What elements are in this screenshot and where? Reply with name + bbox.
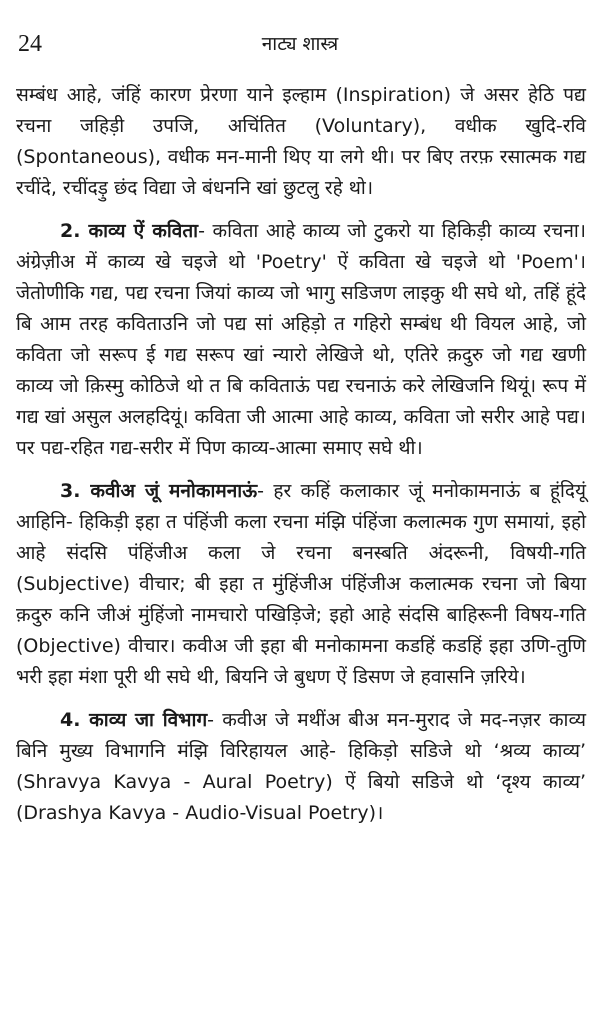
page-header [0,30,600,60]
section-heading: 2. काव्य ऐं कविता [60,220,199,242]
paragraph-text: - हर कहिं कलाकार जूं मनोकामनाऊं ब हूंदियूं आहिनि- हिकिड़ी इहा त पंहिंजी कला रचना मंझि पंहिंजा कलात्मक गुण समायां, इहो आहे संदसि पंहिंजीअ कला जे रचना बनस्बति अंदरूनी, विषयी-गति (Subjective) वीचार; बी इहा त मुंहिंजीअ पंहिंजीअ कलात्मक रचना जो बिया क़दुरु कनि जीअं मुंहिंजो नामचारो पखिड़िजे; इहो आहे संदसि बाहिरूनी विषय-गति (Objective) वीचार। कवीअ जी इहा बी मनोकामना कडहिं कडहिं इहा उणि-तुणि भरी इहा मंशा पूरी थी सघे थी, बियनि जे बुधण ऐं डिसण जे हवासनि ज़रिये। [16,480,586,688]
paragraph-text: सम्बंध आहे, जंहिं कारण प्रेरणा याने इल्हाम (Inspiration) जे असर हेठि पद्य रचना जहिड़ी उपजि, अचिंतित (Voluntary), वधीक खुदि-रवि (Spontaneous), वधीक मन-मानी थिए या लगे थी। पर बिए तरफ़ रसात्मक गद्य रचींदे, रचींदड़ु छंद विद्या जे बंधननि खां छुटलु रहे थो। [16,84,586,199]
paragraph-text: - कवीअ जे मथींअ बीअ मन-मुराद जे मद-नज़र काव्य बिनि मुख्य विभागनि मंझि विरिहायल आहे- हिकिड़ो सडिजे थो ‘श्रव्य काव्य’ (Shravya Kavya - Aural Poetry) ऐं बियो सडिजे थो ‘दृश्य काव्य’ (Drashya Kavya - Audio-Visual Poetry)। [16,709,586,824]
section-poet-aspirations [16,476,586,693]
paragraph-continuation [16,80,586,204]
running-title: नाट्य शास्त्र [261,33,339,55]
section-kavya-and-kavita [16,216,586,464]
paragraph-text: - कविता आहे काव्य जो टुकरो या हिकिड़ी काव्य रचना। अंग्रेज़ीअ में काव्य खे चइजे थो 'Poetry' ऐं कविता खे चइजे थो 'Poem'। जेतोणीकि गद्य, पद्य रचना जियां काव्य जो भागु सडिजण लाइकु थी सघे थो, तहिं हूंदे बि आम तरह कविताउनि जो पद्य सां अहिड़ो त गहिरो सम्बंध थी वियल आहे, जो कविता जो सरूप ई गद्य सरूप खां न्यारो लेखिजे थो, एतिरे क़दुरु जो गद्य खणी काव्य जो क़िस्मु कोठिजे थो त बि कविताऊं पद्य रचनाऊं करे लेखिजनि थियूं। रूप में गद्य खां असुल अलहदियूं। कविता जी आत्मा आहे काव्य, कविता जो सरीर आहे पद्य। पर पद्य-रहित गद्य-सरीर में पिण काव्य-आत्मा समाए सघे थी। [16,220,586,459]
section-kavya-divisions [16,705,586,829]
section-heading: 3. कवीअ जूं मनोकामनाऊं [60,480,258,502]
page-body [16,80,586,829]
page-number: 24 [18,31,42,57]
section-heading: 4. काव्य जा विभाग [60,709,208,731]
